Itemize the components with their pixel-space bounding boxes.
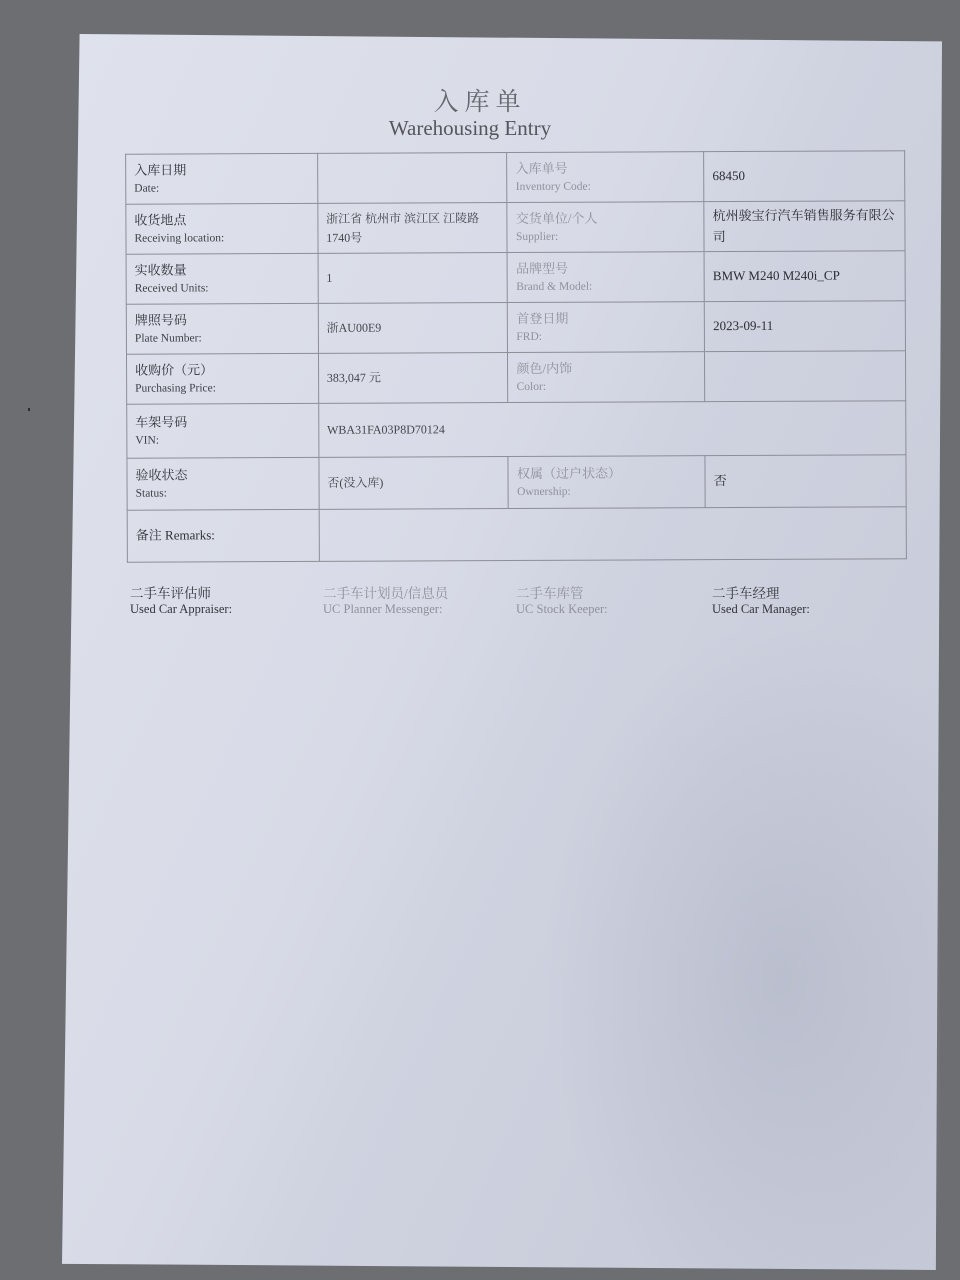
received-units-value: 1 bbox=[318, 253, 508, 304]
supplier-value: 杭州骏宝行汽车销售服务有限公司 bbox=[704, 201, 905, 252]
brand-model-label-en: Brand & Model: bbox=[516, 280, 593, 293]
received-units-label-en: Received Units: bbox=[134, 281, 209, 295]
purchasing-price-label-en: Purchasing Price: bbox=[135, 381, 216, 395]
supplier-label-en: Supplier: bbox=[515, 230, 559, 243]
color-label-cn: 颜色/内饰 bbox=[516, 360, 573, 376]
signature-manager-en: Used Car Manager: bbox=[712, 602, 810, 616]
warehousing-form-table bbox=[125, 150, 907, 562]
ownership-value: 否 bbox=[705, 455, 906, 508]
remarks-label bbox=[127, 509, 319, 562]
purchasing-price-label bbox=[126, 353, 318, 404]
table-row bbox=[126, 301, 905, 354]
signature-stock-keeper-en: UC Stock Keeper: bbox=[516, 602, 608, 616]
date-value bbox=[317, 153, 507, 204]
background-speck bbox=[28, 408, 30, 411]
plate-number-value: 浙AU00E9 bbox=[318, 303, 508, 354]
vin-label-en: VIN: bbox=[135, 434, 160, 447]
signature-stock-keeper-cn: 二手车库管 bbox=[516, 586, 584, 601]
status-value: 否(没入库) bbox=[319, 457, 509, 510]
purchasing-price-label-cn: 收购价（元） bbox=[135, 361, 214, 378]
receiving-location-value: 浙江省 杭州市 滨江区 江陵路 1740号 bbox=[318, 203, 508, 254]
ownership-label-en: Ownership: bbox=[517, 485, 571, 498]
frd-label-cn: 首登日期 bbox=[516, 310, 569, 326]
signature-appraiser-en: Used Car Appraiser: bbox=[130, 602, 233, 616]
signature-appraiser bbox=[130, 582, 232, 617]
signature-row bbox=[130, 582, 910, 632]
table-row bbox=[126, 151, 905, 204]
frd-value: 2023-09-11 bbox=[704, 301, 905, 352]
plate-number-label bbox=[126, 303, 318, 354]
remarks-label-text: 备注 Remarks: bbox=[135, 527, 215, 544]
date-label-en: Date: bbox=[134, 182, 160, 195]
table-row bbox=[126, 251, 905, 304]
inventory-code-label-cn: 入库单号 bbox=[515, 160, 568, 176]
receiving-location-label bbox=[126, 203, 318, 254]
purchasing-price-value: 383,047 元 bbox=[318, 353, 508, 404]
ownership-label-cn: 权属（过户状态） bbox=[516, 465, 622, 481]
color-label-en: Color: bbox=[516, 380, 547, 393]
plate-number-label-cn: 牌照号码 bbox=[134, 311, 187, 328]
vin-label bbox=[127, 403, 319, 458]
table-row bbox=[127, 455, 906, 510]
brand-model-label bbox=[508, 252, 705, 303]
status-label bbox=[127, 457, 319, 510]
remarks-value bbox=[319, 507, 906, 562]
status-label-en: Status: bbox=[135, 487, 167, 500]
brand-model-value: BMW M240 M240i_CP bbox=[704, 251, 905, 302]
table-row bbox=[126, 351, 905, 404]
table-row bbox=[127, 401, 906, 458]
signature-planner bbox=[323, 582, 448, 617]
frd-label-en: FRD: bbox=[516, 330, 543, 343]
signature-appraiser-cn: 二手车评估师 bbox=[130, 586, 211, 601]
vin-label-cn: 车架号码 bbox=[135, 413, 188, 430]
inventory-code-value: 68450 bbox=[704, 151, 905, 202]
signature-planner-en: UC Planner Messenger: bbox=[323, 602, 443, 616]
plate-number-label-en: Plate Number: bbox=[134, 332, 202, 345]
signature-stock-keeper bbox=[516, 582, 608, 617]
supplier-label-cn: 交货单位/个人 bbox=[515, 210, 598, 226]
brand-model-label-cn: 品牌型号 bbox=[516, 260, 569, 276]
color-value bbox=[705, 351, 906, 402]
document-title-en: Warehousing Entry bbox=[388, 116, 552, 140]
status-label-cn: 验收状态 bbox=[135, 466, 188, 483]
received-units-label bbox=[126, 253, 318, 304]
frd-label bbox=[508, 302, 705, 353]
table-row bbox=[126, 201, 905, 254]
supplier-label bbox=[507, 202, 704, 253]
date-label-cn: 入库日期 bbox=[134, 161, 187, 178]
inventory-code-label-en: Inventory Code: bbox=[515, 180, 591, 193]
color-label bbox=[508, 352, 705, 403]
table-row bbox=[127, 507, 906, 562]
inventory-code-label bbox=[507, 152, 704, 203]
signature-manager bbox=[712, 582, 810, 617]
receiving-location-label-cn: 收货地点 bbox=[134, 211, 187, 228]
ownership-label bbox=[508, 456, 705, 509]
receiving-location-label-en: Receiving location: bbox=[134, 231, 225, 245]
received-units-label-cn: 实收数量 bbox=[134, 261, 187, 278]
signature-planner-cn: 二手车计划员/信息员 bbox=[323, 586, 449, 601]
document-title-cn: 入库单 bbox=[433, 89, 527, 116]
vin-value: WBA31FA03P8D70124 bbox=[318, 401, 905, 458]
date-label bbox=[126, 153, 318, 204]
signature-manager-cn: 二手车经理 bbox=[712, 586, 780, 601]
